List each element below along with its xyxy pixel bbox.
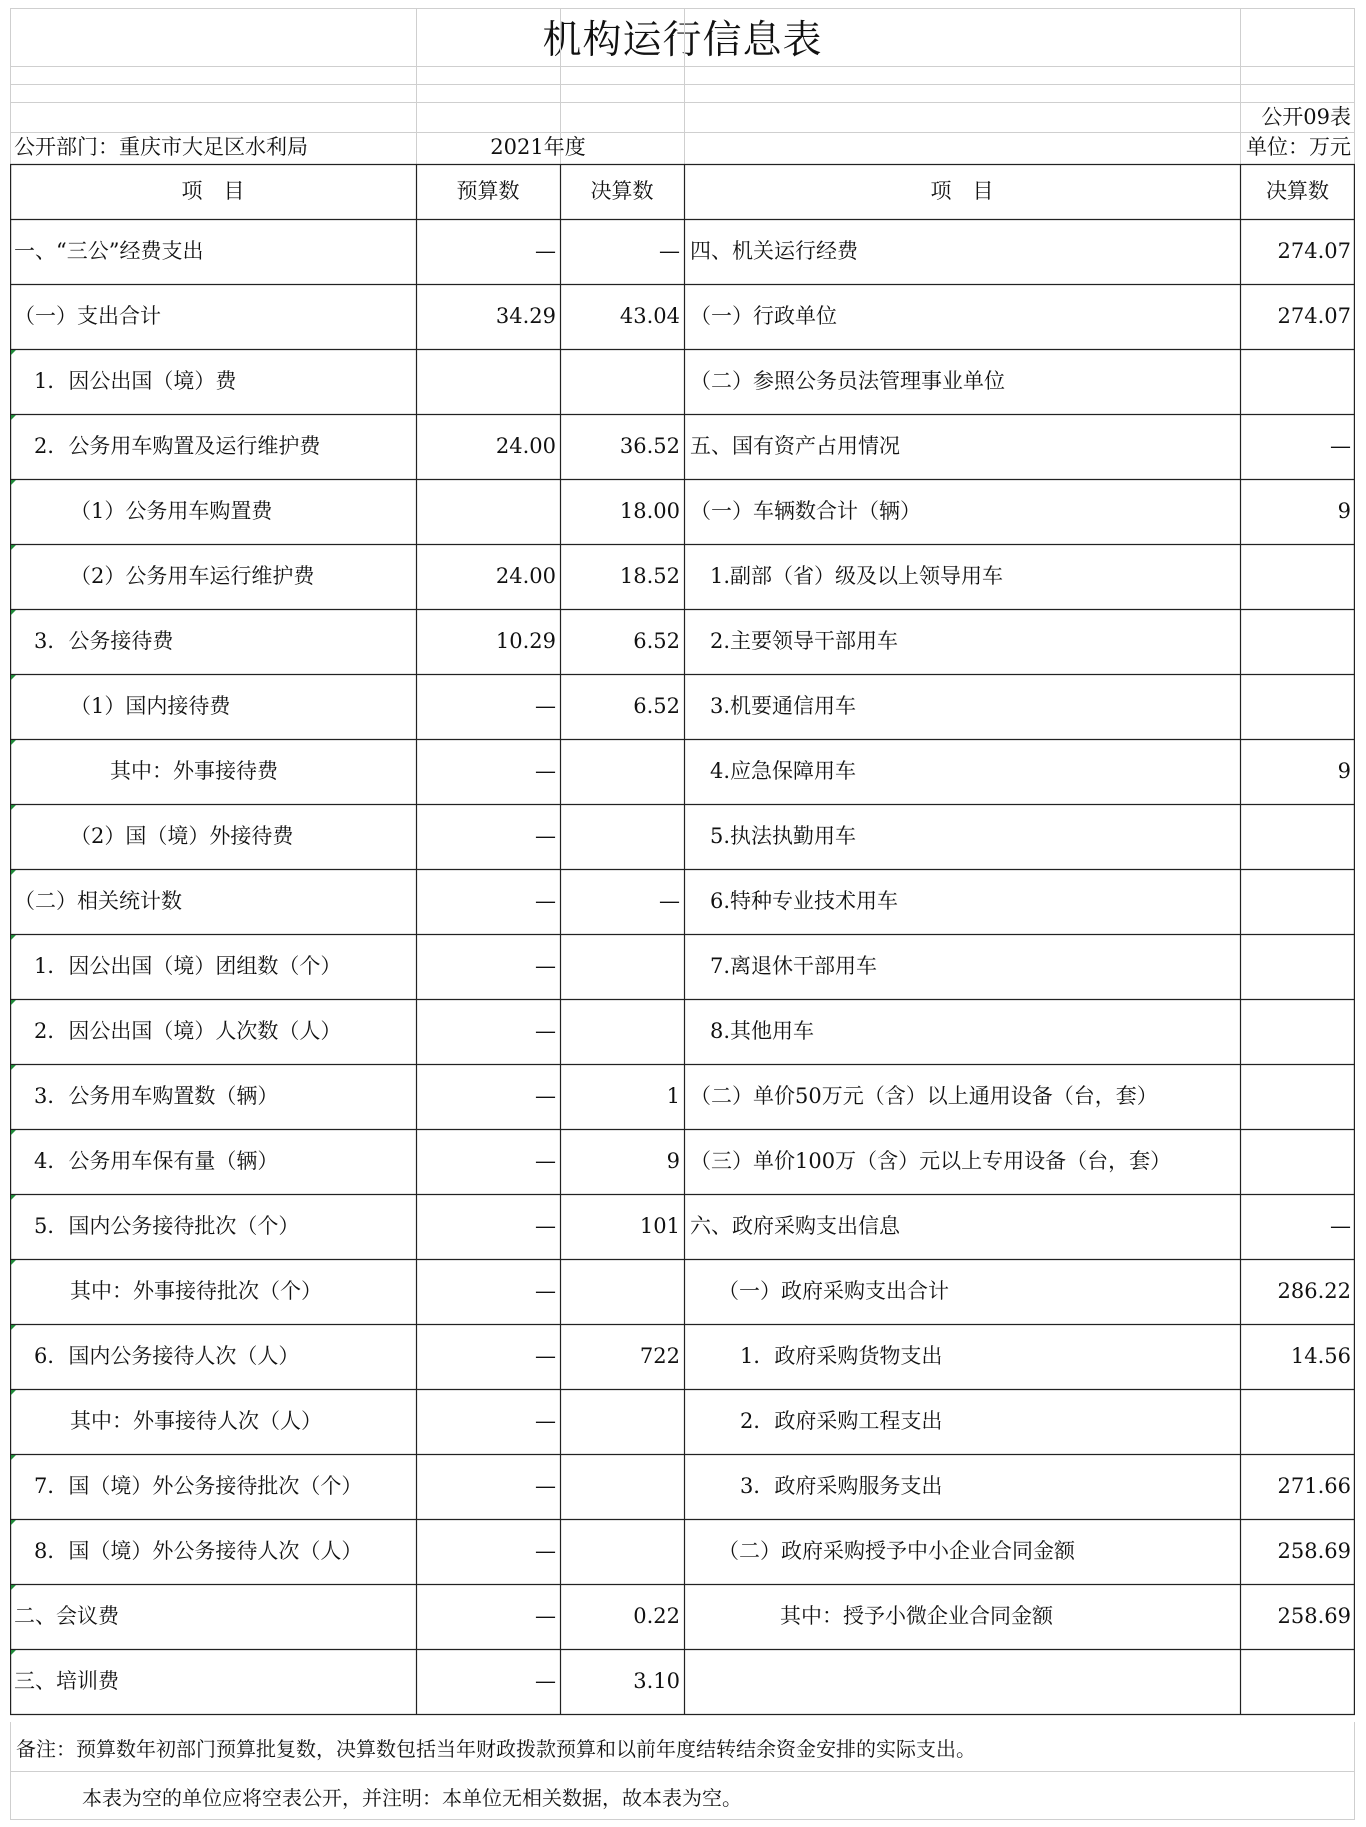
row-budget: 34.29 xyxy=(495,304,556,328)
row-right-value: 274.07 xyxy=(1277,239,1351,263)
row-left-item: 3．公务接待费 xyxy=(34,629,174,653)
row-right-item: 4.应急保障用车 xyxy=(710,759,857,783)
department-label: 公开部门：重庆市大足区水利局 xyxy=(14,134,308,159)
row-budget: — xyxy=(535,1019,556,1043)
row-right-item: 1．政府采购货物支出 xyxy=(740,1344,943,1368)
row-budget: — xyxy=(535,1474,556,1498)
row-final xyxy=(560,1389,684,1454)
footnote-empty-table: 本表为空的单位应将空表公开，并注明：本单位无相关数据，故本表为空。 xyxy=(82,1785,742,1810)
row-budget: — xyxy=(535,239,556,263)
footnote-remark: 备注：预算数年初部门预算批复数，决算数包括当年财政拨款预算和以前年度结转结余资金安排的实际支出。 xyxy=(16,1736,976,1761)
row-right-value xyxy=(1240,674,1355,739)
row-left-item: 5．国内公务接待批次（个） xyxy=(34,1214,300,1238)
form-number: 公开09表 xyxy=(1261,104,1351,129)
row-budget: — xyxy=(535,1149,556,1173)
row-budget: — xyxy=(535,954,556,978)
row-budget: — xyxy=(535,889,556,913)
row-right-item: （二）单价50万元（含）以上通用设备（台，套） xyxy=(690,1084,1158,1108)
row-right-value: 14.56 xyxy=(1290,1344,1351,1368)
row-left-item: 2．公务用车购置及运行维护费 xyxy=(34,434,321,458)
row-final: 6.52 xyxy=(633,629,680,653)
row-final: 43.04 xyxy=(619,304,680,328)
row-right-item: （三）单价100万（含）元以上专用设备（台，套） xyxy=(690,1149,1172,1173)
page-title: 机构运行信息表 xyxy=(542,18,823,63)
row-right-value xyxy=(1240,1129,1355,1194)
row-right-value: 9 xyxy=(1337,759,1351,783)
row-right-value xyxy=(1240,1389,1355,1454)
header-budget: 预算数 xyxy=(456,179,520,203)
table-sheet xyxy=(10,8,1355,1820)
header-right-item: 项 目 xyxy=(930,179,994,203)
row-budget: — xyxy=(535,1539,556,1563)
row-right-value: 258.69 xyxy=(1277,1604,1351,1628)
row-final: 6.52 xyxy=(633,694,680,718)
row-left-item: （2）公务用车运行维护费 xyxy=(70,564,315,588)
row-budget: — xyxy=(535,824,556,848)
row-right-value: 274.07 xyxy=(1277,304,1351,328)
fiscal-year: 2021年度 xyxy=(490,134,586,159)
row-left-item: 二、会议费 xyxy=(14,1604,119,1628)
row-left-item: 其中：外事接待批次（个） xyxy=(70,1279,322,1303)
row-right-value: — xyxy=(1330,434,1351,458)
row-left-item: （1）公务用车购置费 xyxy=(70,499,273,523)
row-right-value xyxy=(1240,869,1355,934)
unit-label: 单位：万元 xyxy=(1246,134,1351,159)
row-budget xyxy=(416,479,560,544)
row-right-value xyxy=(1240,804,1355,869)
row-final xyxy=(560,349,684,414)
row-left-item: （一）支出合计 xyxy=(14,304,161,328)
row-left-item: 8．国（境）外公务接待人次（人） xyxy=(34,1539,363,1563)
row-final: — xyxy=(659,889,680,913)
row-right-item: 2.主要领导干部用车 xyxy=(710,629,899,653)
row-final: 36.52 xyxy=(619,434,680,458)
row-left-item: 1．因公出国（境）团组数（个） xyxy=(34,954,342,978)
row-final: 18.52 xyxy=(619,564,680,588)
row-final xyxy=(560,804,684,869)
row-right-item: 其中：授予小微企业合同金额 xyxy=(780,1604,1053,1628)
row-budget: 24.00 xyxy=(495,434,556,458)
row-right-value xyxy=(1240,544,1355,609)
row-final: 722 xyxy=(639,1344,680,1368)
header-left-item: 项 目 xyxy=(181,179,245,203)
row-right-item: 六、政府采购支出信息 xyxy=(690,1214,900,1238)
row-budget: — xyxy=(535,1084,556,1108)
row-right-value: 271.66 xyxy=(1277,1474,1351,1498)
row-final: 3.10 xyxy=(633,1669,680,1693)
row-final xyxy=(560,1259,684,1324)
row-budget: — xyxy=(535,1279,556,1303)
row-right-value: 286.22 xyxy=(1277,1279,1351,1303)
row-left-item: （2）国（境）外接待费 xyxy=(70,824,294,848)
row-final: 9 xyxy=(666,1149,680,1173)
row-left-item: 6．国内公务接待人次（人） xyxy=(34,1344,300,1368)
row-right-item: （一）车辆数合计（辆） xyxy=(690,499,921,523)
row-right-value xyxy=(1240,349,1355,414)
row-budget: — xyxy=(535,1669,556,1693)
row-right-item: （一）政府采购支出合计 xyxy=(718,1279,949,1303)
header-right-final: 决算数 xyxy=(1266,179,1329,203)
row-right-item: 3．政府采购服务支出 xyxy=(740,1474,943,1498)
row-final: 1 xyxy=(666,1084,680,1108)
row-budget: — xyxy=(535,1604,556,1628)
row-final: 18.00 xyxy=(619,499,680,523)
row-left-item: 一、“三公”经费支出 xyxy=(14,239,204,263)
row-left-item: 2．因公出国（境）人次数（人） xyxy=(34,1019,342,1043)
row-right-value: — xyxy=(1330,1214,1351,1238)
row-final: — xyxy=(659,239,680,263)
row-final: 101 xyxy=(639,1214,680,1238)
header-final: 决算数 xyxy=(590,179,654,203)
row-left-item: 7．国（境）外公务接待批次（个） xyxy=(34,1474,363,1498)
row-right-item: （一）行政单位 xyxy=(690,304,837,328)
row-right-item: 五、国有资产占用情况 xyxy=(690,434,900,458)
row-right-item: （二）政府采购授予中小企业合同金额 xyxy=(718,1539,1075,1563)
row-right-value xyxy=(1240,934,1355,999)
row-final: 0.22 xyxy=(633,1604,680,1628)
row-right-value xyxy=(1240,1064,1355,1129)
row-right-item: 7.离退休干部用车 xyxy=(710,954,878,978)
row-left-item: 其中：外事接待人次（人） xyxy=(70,1409,322,1433)
row-left-item: 三、培训费 xyxy=(14,1669,119,1693)
row-left-item: 3．公务用车购置数（辆） xyxy=(34,1084,279,1108)
row-right-value xyxy=(1240,999,1355,1064)
row-right-value: 9 xyxy=(1337,499,1351,523)
row-left-item: 其中：外事接待费 xyxy=(110,759,278,783)
row-right-value: 258.69 xyxy=(1277,1539,1351,1563)
row-right-item: 5.执法执勤用车 xyxy=(710,824,857,848)
row-final xyxy=(560,999,684,1064)
row-budget: 10.29 xyxy=(495,629,556,653)
row-right-item: （二）参照公务员法管理事业单位 xyxy=(690,369,1005,393)
row-left-item: （1）国内接待费 xyxy=(70,694,231,718)
row-budget: 24.00 xyxy=(495,564,556,588)
row-budget xyxy=(416,349,560,414)
row-budget: — xyxy=(535,1214,556,1238)
row-budget: — xyxy=(535,694,556,718)
row-right-item xyxy=(684,1649,1240,1714)
row-final xyxy=(560,1454,684,1519)
row-final xyxy=(560,739,684,804)
row-left-item: 4．公务用车保有量（辆） xyxy=(34,1149,279,1173)
row-right-item: 8.其他用车 xyxy=(710,1019,815,1043)
row-budget: — xyxy=(535,759,556,783)
row-right-item: 四、机关运行经费 xyxy=(690,239,858,263)
row-right-item: 2．政府采购工程支出 xyxy=(740,1409,943,1433)
row-left-item: （二）相关统计数 xyxy=(14,889,182,913)
row-left-item: 1．因公出国（境）费 xyxy=(34,369,237,393)
row-budget: — xyxy=(535,1409,556,1433)
row-budget: — xyxy=(535,1344,556,1368)
row-right-value xyxy=(1240,609,1355,674)
row-final xyxy=(560,1519,684,1584)
row-right-item: 1.副部（省）级及以上领导用车 xyxy=(710,564,1004,588)
row-right-value xyxy=(1240,1649,1355,1714)
row-right-item: 6.特种专业技术用车 xyxy=(710,889,899,913)
row-final xyxy=(560,934,684,999)
row-right-item: 3.机要通信用车 xyxy=(710,694,857,718)
